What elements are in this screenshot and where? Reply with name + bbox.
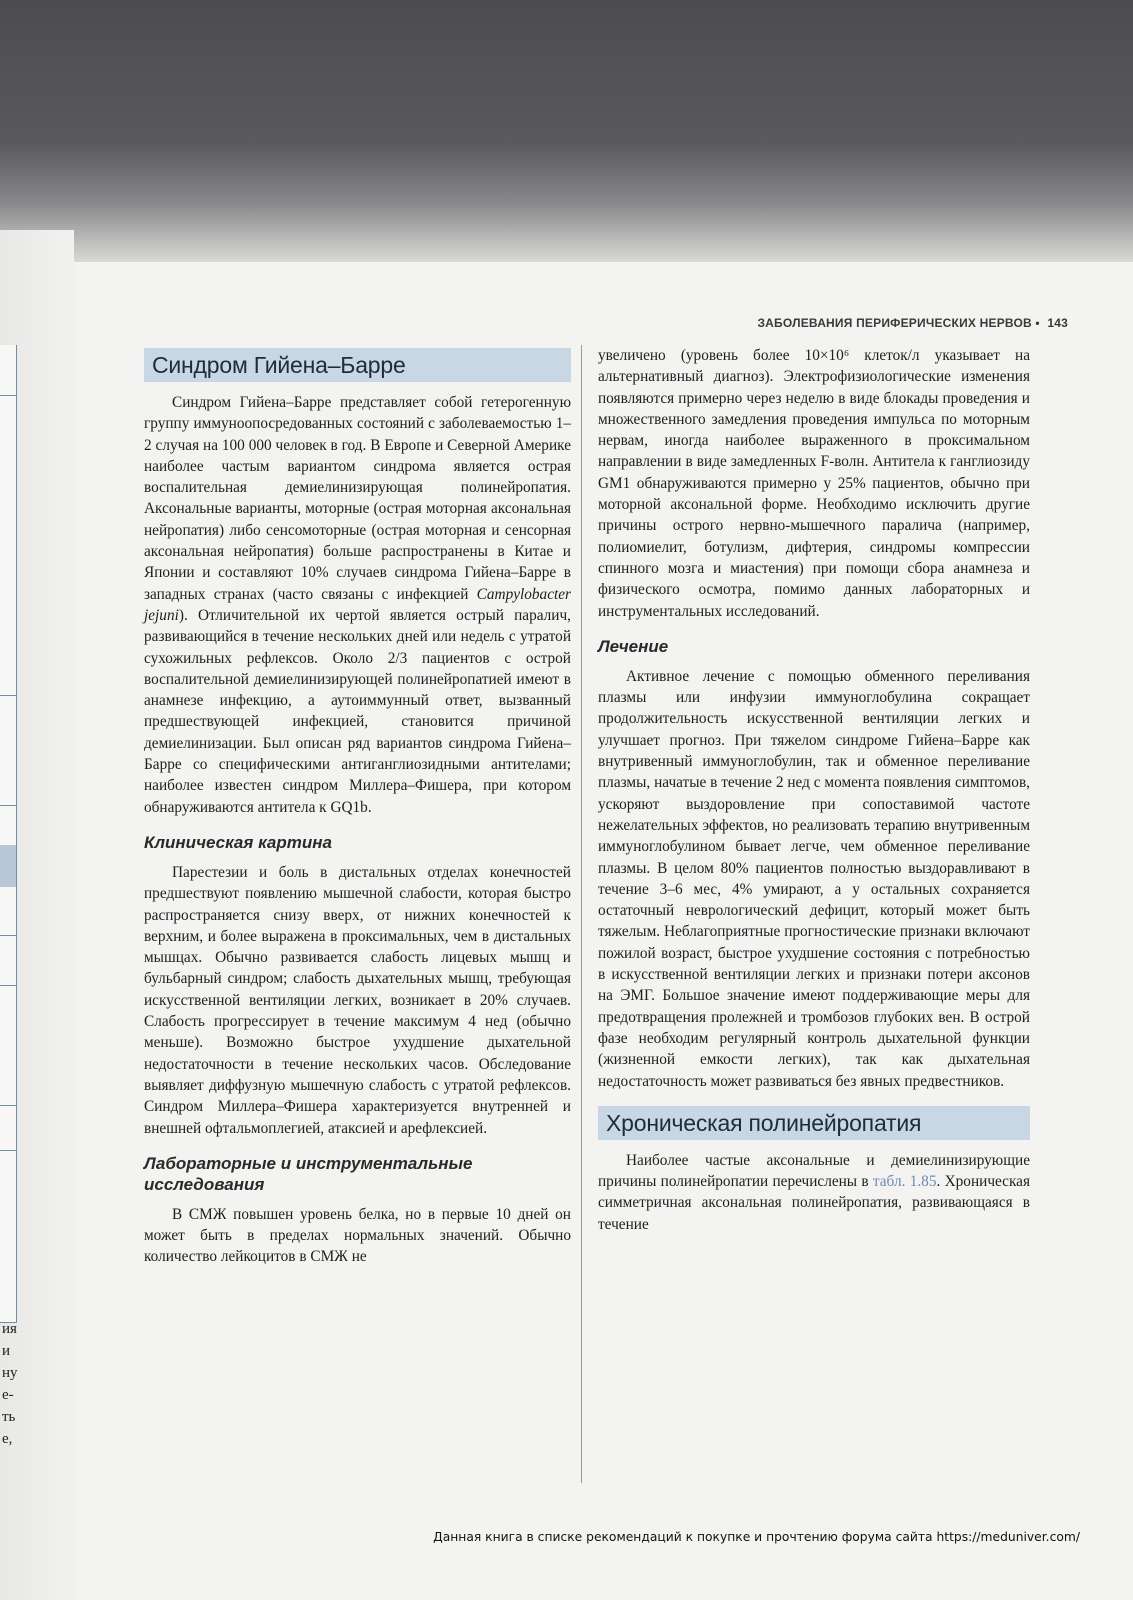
lab-paragraph: В СМЖ повышен уровень белка, но в первые 10 дней он может быть в пределах нормальных значений. Обычно количество лейкоцитов в СМЖ не bbox=[144, 1205, 571, 1266]
page-number: 143 bbox=[1047, 316, 1068, 330]
intro-text: Синдром Гийена–Барре представляет собой гетерогенную группу иммуноопосредованных состояний с заболеваемостью 1–2 случая на 100 000 человек в год. В Европе и Северной Америке наиболее частым вариантом синдрома является острая воспалительная демиелинизирующая полинейропатия. Аксональные варианты, моторные (острая моторная аксональная нейропатия) либо сенсомоторные (острая моторная и сенсорная аксональная нейропатия) больше распространены в Китае и Японии и составляют 10% случаев синдрома Гийена–Барре в западных странах (часто связаны с инфекцией bbox=[144, 394, 571, 603]
edge-fragment: ия bbox=[2, 1321, 17, 1337]
edge-fragment: ну bbox=[2, 1365, 18, 1381]
subheading-treatment: Лечение bbox=[598, 636, 669, 656]
subheading-clinical: Клиническая картина bbox=[144, 832, 332, 852]
scan-shadow bbox=[0, 0, 1133, 262]
header-separator: • bbox=[1035, 316, 1040, 330]
intro-paragraph bbox=[144, 392, 571, 818]
bacteria-name: Campylobacter jejuni bbox=[144, 585, 571, 624]
chronic-text-end: . Хроническая симметричная аксональная полинейропатия, развивающаяся в течение bbox=[598, 1173, 1030, 1233]
table-reference-link[interactable]: табл. 1.85 bbox=[872, 1173, 937, 1191]
treatment-paragraph: Активное лечение с помощью обменного переливания плазмы или инфузии иммуноглобулина сокращает продолжительность искусственной вентиляции легких и улучшает прогноз. При тяжелом синдроме Гийена–Барре как внутривенный иммуноглобулин, так и обменное переливание плазмы, начатые в течение 2 нед с момента появления симптомов, ускоряют выздоровление при сопоставимой частоте нежелательных эффектов, но реализовать терапию внутривенным иммуноглобулином бывает легче, чем обменное переливание плазмы. В целом 80% пациентов полностью выздоравливают в течение 3–6 мес, 4% умирают, а у остальных сохраняется остаточный неврологический дефицит, который может быть тяжелым. Неблагоприятные прогностические признаки включают пожилой возраст, быстрое ухудшение состояния с потребностью в искусственной вентиляции легких и признаки потери аксонов на ЭМГ. Большое значение имеют поддерживающие меры для предотвращения пролежней и тромбозов глубоких вен. В острой фазе необходим регулярный контроль дыхательной функции (жизненной емкости легких), так как дыхательная недостаточность может развиваться без явных предвестников. bbox=[598, 667, 1030, 1090]
edge-fragment: ть bbox=[2, 1409, 16, 1425]
facing-page-table-fragment bbox=[0, 345, 17, 1323]
right-column bbox=[598, 345, 1030, 1235]
running-header bbox=[648, 316, 1068, 330]
intro-text-end: ). Отличительной их чертой является острый паралич, развивающийся в течение нескольких дней или недель с утратой сухожильных рефлексов. Около 2/3 пациентов с острой воспалительной демиелинизирующей полинейропатией имеют в анамнезе инфекцию, а аутоиммунный ответ, вызванный предшествующей инфекцией, становится причиной демиелинизации. Был описан ряд вариантов синдрома Гийена–Барре со специфическими антиганглиозидными антителами; наиболее известен синдром Миллера–Фишера, при котором обнаруживаются антитела к GQ1b. bbox=[144, 606, 571, 816]
running-title: ЗАБОЛЕВАНИЯ ПЕРИФЕРИЧЕСКИХ НЕРВОВ bbox=[757, 316, 1032, 330]
continuation-paragraph: увеличено (уровень более 10×10⁶ клеток/л указывает на альтернативный диагноз). Электрофизиологические изменения появляются примерно через неделю в виде блокады проведения и множественного замедления проведения импульса по моторным нервам, иногда наиболее выраженного в проксимальном направлении в виде замедленных F-волн. Антитела к ганглиозиду GM1 обнаруживаются примерно у 25% пациентов, обычно при моторной аксональной форме. Необходимо исключить другие причины острого нервно-мышечного паралича (например, полиомиелит, ботулизм, дифтерия, синдромы компрессии спинного мозга и миастения) при помощи сбора анамнеза и физического осмотра, помимо данных лабораторных и инструментальных исследований. bbox=[598, 347, 1030, 620]
chronic-text: Наиболее частые аксональные и демиелинизирующие причины полинейропатии перечислены в bbox=[598, 1151, 1030, 1191]
edge-fragment: и bbox=[2, 1343, 11, 1359]
section-title: Синдром Гийена–Барре bbox=[144, 348, 571, 382]
chronic-paragraph bbox=[598, 1150, 1030, 1235]
subheading-lab: Лабораторные и инструментальные исследования bbox=[144, 1153, 473, 1194]
clinical-paragraph: Парестезии и боль в дистальных отделах конечностей предшествуют появлению мышечной слабости, которая быстро распространяется снизу вверх, от нижних конечностей к верхним, и более выражена в проксимальных, чем в дистальных мышцах. Обычно развивается слабость лицевых мышц и бульбарный синдром; слабость дыхательных мышц, требующая искусственной вентиляции легких, возникает в 20% случаев. Слабость прогрессирует в течение максимум 4 нед (обычно меньше). Возможно быстрое ухудшение дыхательной недостаточности в течение нескольких часов. Обследование выявляет диффузную мышечную слабость с утратой рефлексов. Синдром Миллера–Фишера характеризуется внутренней и внешней офтальмоплегией, атаксией и арефлексией. bbox=[144, 863, 571, 1137]
edge-fragment: е- bbox=[2, 1387, 14, 1403]
footer-notice: Данная книга в списке рекомендаций к покупке и прочтению форума сайта https://meduniver.com/ bbox=[433, 1530, 1080, 1544]
section-title-chronic: Хроническая полинейропатия bbox=[598, 1106, 1030, 1140]
left-column bbox=[144, 348, 571, 1268]
column-divider bbox=[581, 345, 582, 1483]
edge-fragment: е, bbox=[2, 1431, 13, 1447]
